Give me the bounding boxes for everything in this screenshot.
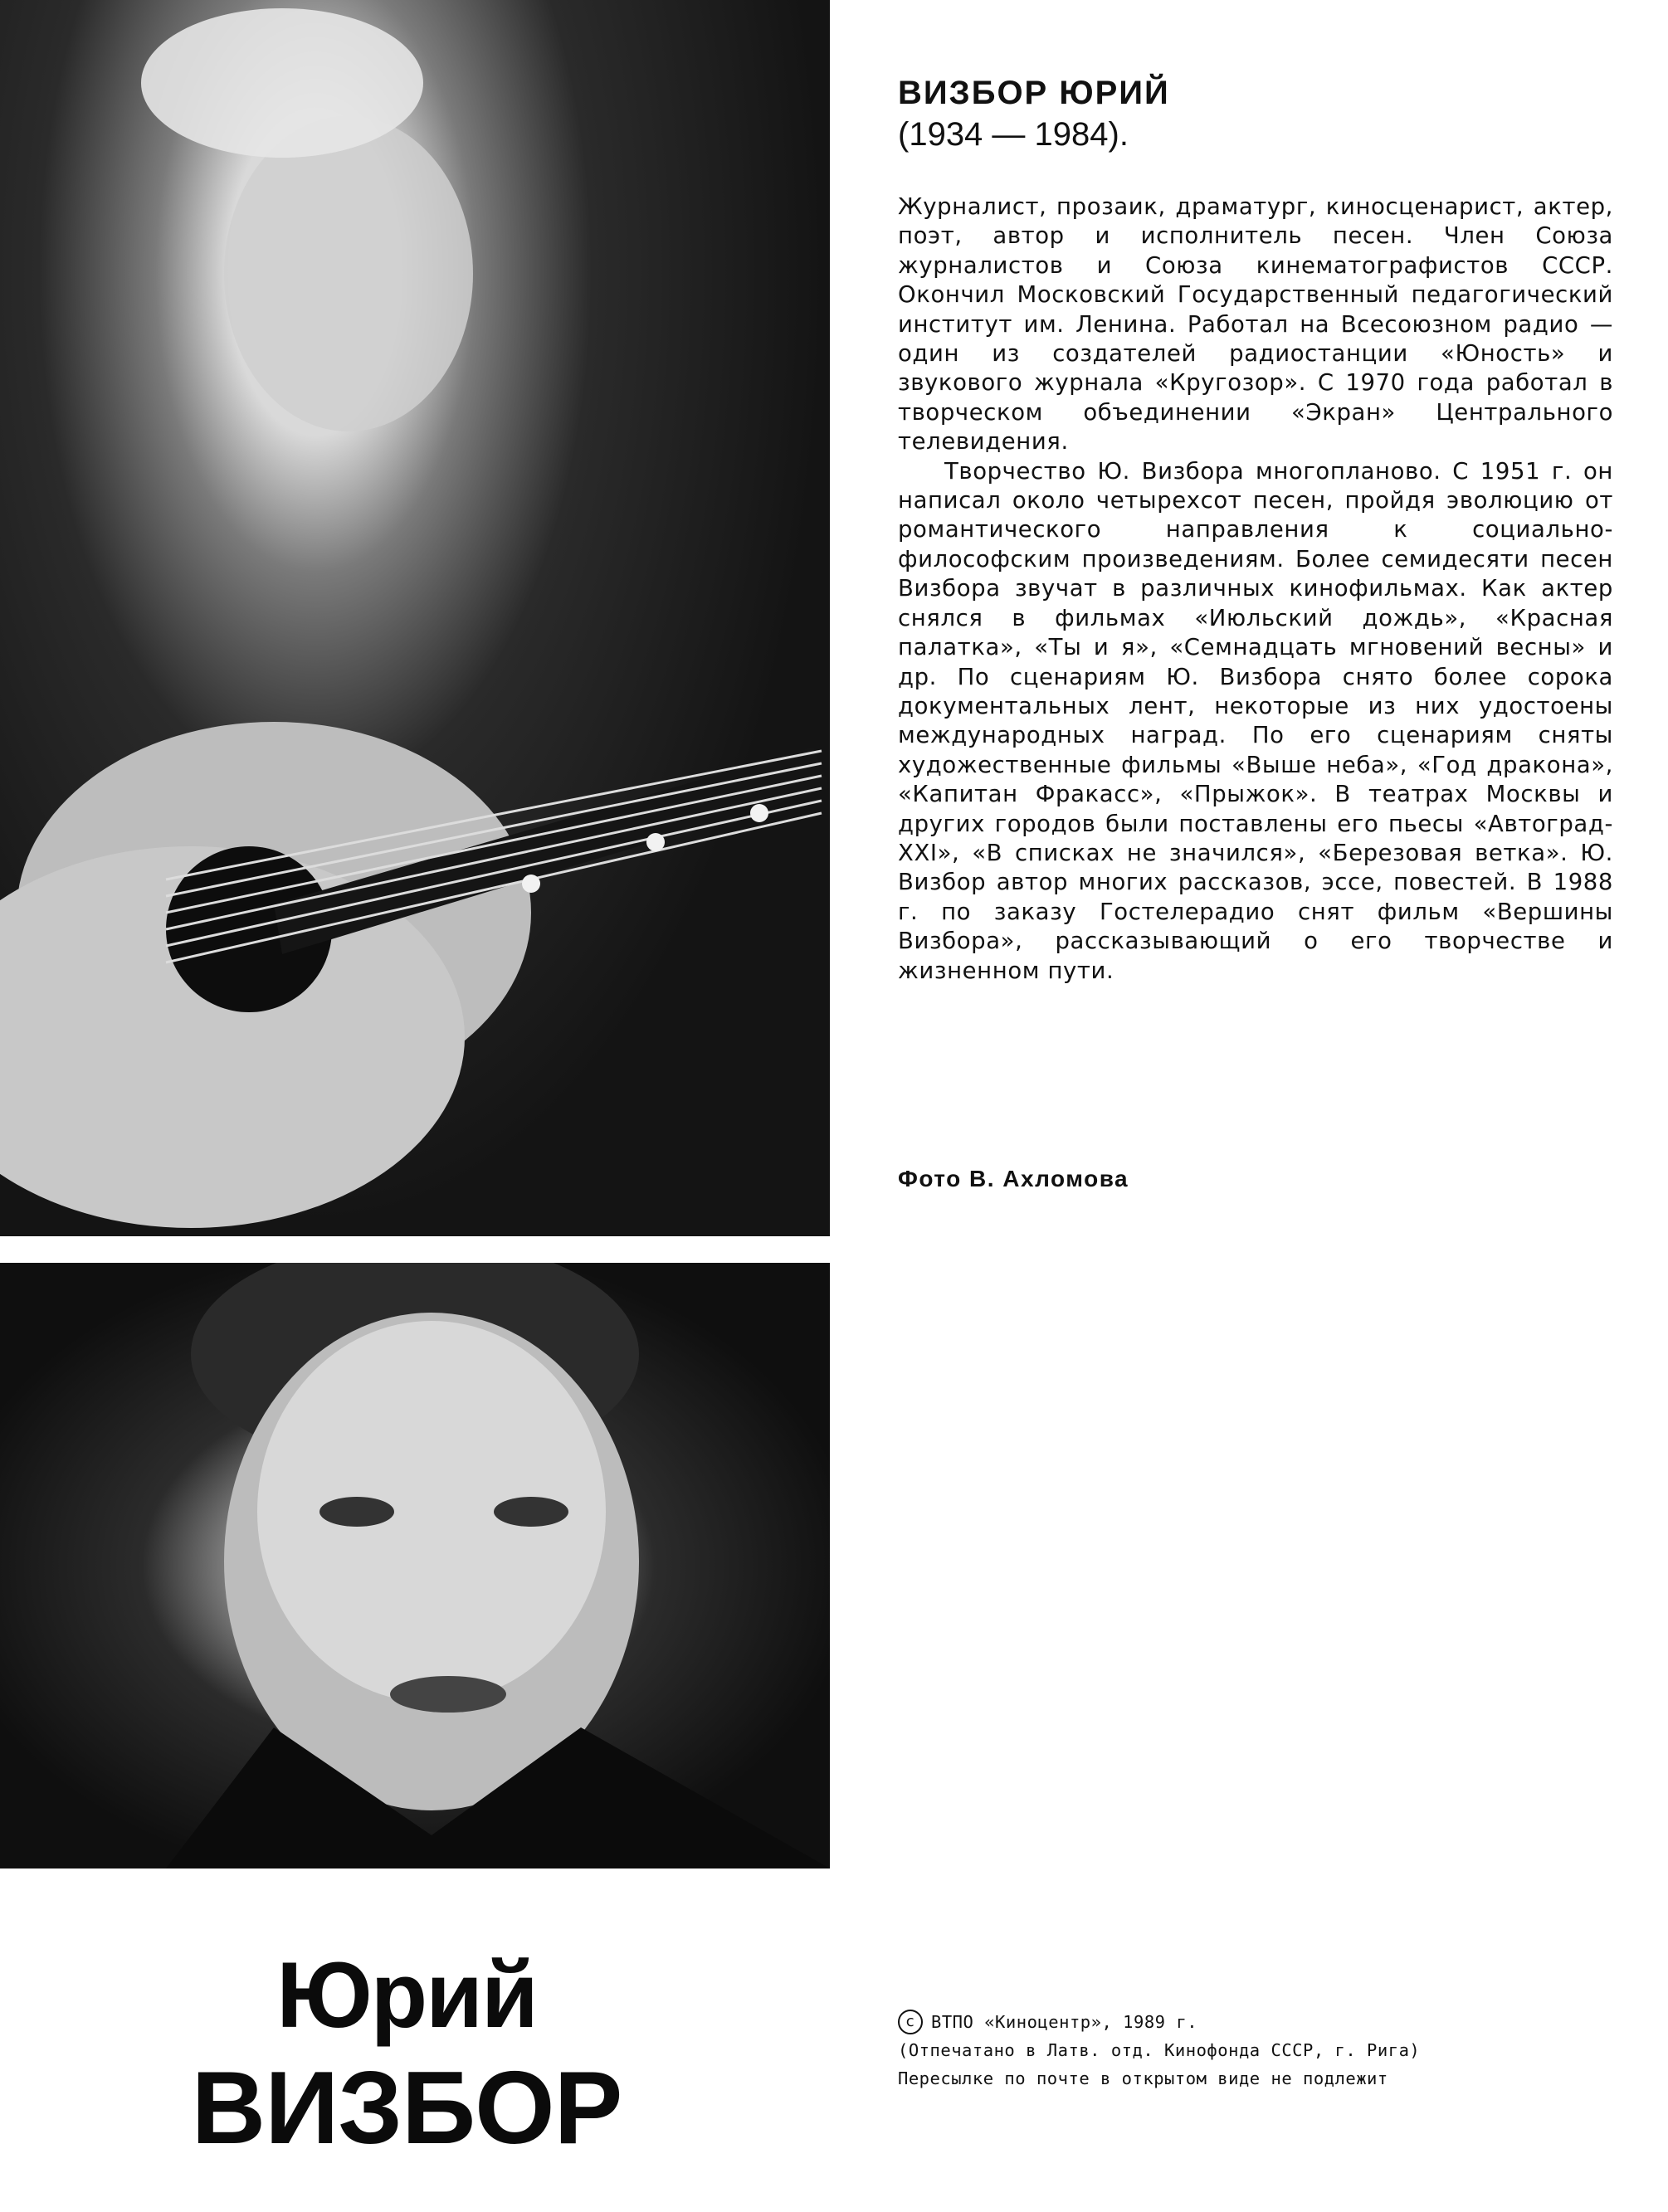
imprint [898,2008,1613,2093]
copyright-icon: c [898,2010,923,2034]
printed-note: (Отпечатано в Латв. отд. Кинофонда СССР, г. Рига) [898,2040,1421,2060]
photo-credit: Фото В. Ахломова [898,1166,1129,1191]
mail-notice: Пересылке по почте в открытом виде не подлежит [898,2068,1388,2088]
biography-paragraph: Творчество Ю. Визбора многопланово. С 1951 г. он написал около четырехсот песен, пройдя эволюцию от романтического направления к социально-философским произведениям. Более семидесяти песен Визбора звучат в различных кинофильмах. Как актер снялся в фильмах «Июльский дождь», «Красная палатка», «Ты и я», «Семнадцать мгновений весны» и др. По сценариям Ю. Визбора снято более сорока документальных лент, некоторые из них удостоены международных наград. По его сценариям сняты художественные фильмы «Выше неба», «Год дракона», «Капитан Фракасс», «Прыжок». В театрах Москвы и других городов были поставлены его пьесы «Автоград-XXI», «В списках не значился», «Березовая ветка». Ю. Визбор автор многих рассказов, эссе, повестей. В 1988 г. по заказу Гостелерадио снят фильм «Вершины Визбора», рассказывающий о его творчестве и жизненном пути. [898,457,1613,984]
publisher: ВТПО «Киноцентр», 1989 г. [931,2012,1198,2032]
biography [898,192,1613,986]
face-illustration [0,1263,830,1869]
guitar-illustration [0,0,830,1236]
copyright-row [898,2008,1613,2036]
biography-paragraph: Журналист, прозаик, драматург, киносценарист, актер, поэт, автор и исполнитель песен. Член Союза журналистов и Союза кинематографистов СССР. Окончил Московский Государственный педагогический институт им. Ленина. Работал на Всесоюзном радио — один из создателей радиостанции «Юность» и звукового журнала «Кругозор». С 1970 года работал в творческом объединении «Экран» Центрального телевидения. [898,193,1613,456]
portrait-photo-closeup [0,1263,830,1869]
cover-name-last: ВИЗБОР [191,2051,622,2166]
cover-name-first: Юрий [276,1943,537,2047]
life-years: (1934 — 1984). [898,116,1129,153]
page-title: ВИЗБОР ЮРИЙ [898,75,1170,111]
portrait-photo-with-guitar [0,0,830,1236]
